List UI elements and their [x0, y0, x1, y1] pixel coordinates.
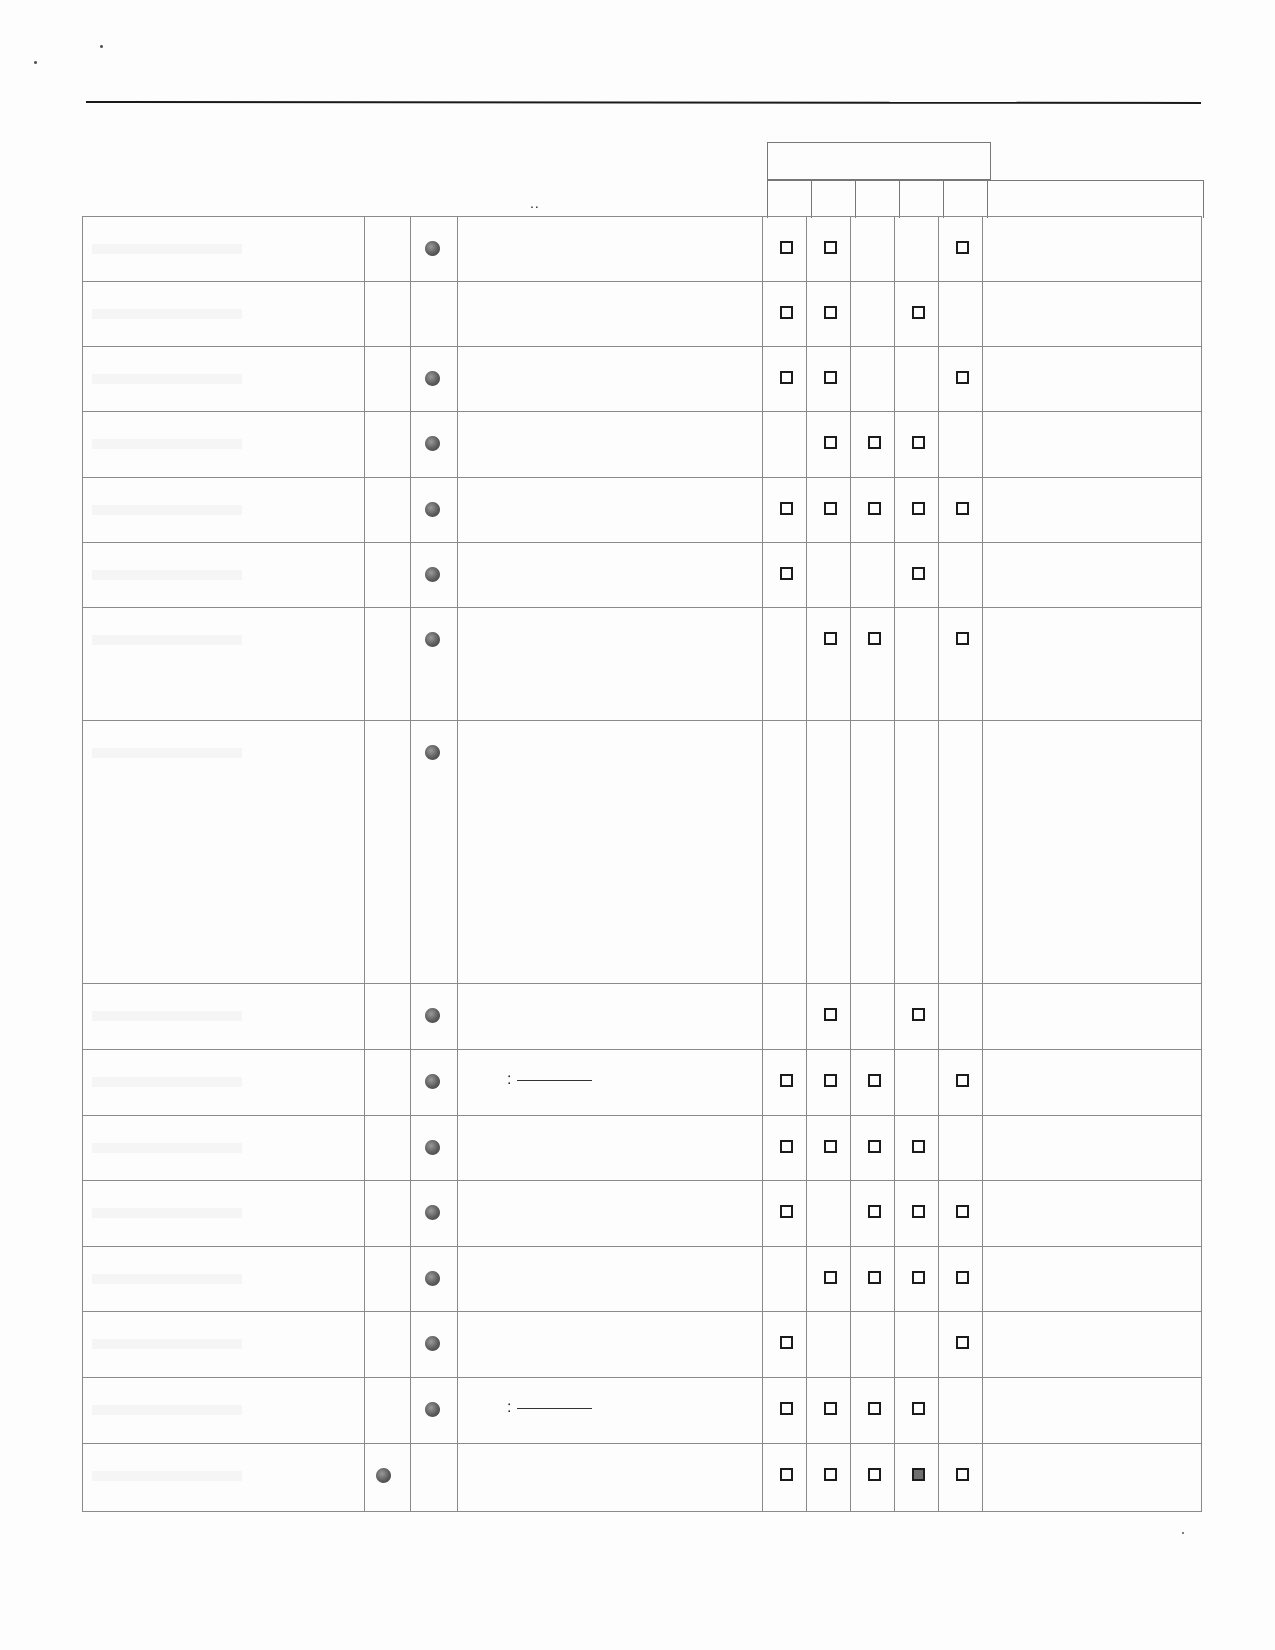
checkbox[interactable]: [780, 1140, 793, 1153]
header-rule: [86, 101, 1201, 104]
header-col-rule: [943, 180, 944, 218]
scan-speck: [34, 61, 37, 64]
checkbox[interactable]: [956, 502, 969, 515]
bullet-dot: [425, 745, 440, 760]
checkbox[interactable]: [912, 1271, 925, 1284]
checkbox[interactable]: [824, 1074, 837, 1087]
header-col-rule: [899, 180, 900, 218]
table-row: [82, 216, 1202, 281]
checkbox[interactable]: [912, 1468, 925, 1481]
checkbox[interactable]: [824, 1271, 837, 1284]
table-row: [82, 411, 1202, 477]
bullet-dot: [425, 567, 440, 582]
table-row: [82, 607, 1202, 720]
checkbox[interactable]: [780, 1402, 793, 1415]
checkbox[interactable]: [956, 1074, 969, 1087]
bullet-dot: [425, 241, 440, 256]
faded-label: [92, 1339, 242, 1349]
checkbox[interactable]: [912, 502, 925, 515]
bullet-dot: [425, 1074, 440, 1089]
table-row: [82, 983, 1202, 1049]
checkbox[interactable]: [956, 371, 969, 384]
checkbox[interactable]: [824, 371, 837, 384]
table-row: [82, 542, 1202, 607]
checkbox[interactable]: [780, 371, 793, 384]
scan-speck: [100, 45, 103, 48]
table-row: [82, 477, 1202, 542]
checkbox[interactable]: [780, 1205, 793, 1218]
checkbox[interactable]: [868, 436, 881, 449]
header-col-rule: [767, 180, 768, 218]
checkbox[interactable]: [956, 1271, 969, 1284]
checkbox[interactable]: [868, 1468, 881, 1481]
faded-label: [92, 309, 242, 319]
bullet-dot: [425, 1008, 440, 1023]
header-col-rule: [855, 180, 856, 218]
fill-in-field[interactable]: [507, 1071, 592, 1089]
bullet-dot: [425, 371, 440, 386]
checkbox[interactable]: [780, 1468, 793, 1481]
checkbox[interactable]: [824, 306, 837, 319]
faded-label: [92, 1471, 242, 1481]
checkbox[interactable]: [868, 1205, 881, 1218]
checkbox[interactable]: [824, 1140, 837, 1153]
checkbox[interactable]: [912, 1402, 925, 1415]
bullet-dot: [425, 1402, 440, 1417]
header-col-rule: [1203, 180, 1204, 218]
faded-label: [92, 570, 242, 580]
faded-label: [92, 748, 242, 758]
checkbox[interactable]: [868, 502, 881, 515]
header-row-rule: [767, 180, 1204, 219]
checkbox[interactable]: [824, 632, 837, 645]
fill-in-label: :: [507, 1399, 512, 1416]
fill-in-blank[interactable]: [517, 1080, 592, 1081]
checkbox[interactable]: [824, 502, 837, 515]
checkbox[interactable]: [780, 502, 793, 515]
table-row: [82, 1115, 1202, 1180]
checkbox[interactable]: [912, 306, 925, 319]
faded-label: [92, 1405, 242, 1415]
table-row: [82, 1443, 1202, 1512]
checkbox[interactable]: [912, 1140, 925, 1153]
faded-label: [92, 1143, 242, 1153]
checkbox[interactable]: [868, 1402, 881, 1415]
checkbox[interactable]: [780, 1074, 793, 1087]
checkbox[interactable]: [824, 436, 837, 449]
bullet-dot: [376, 1468, 391, 1483]
checkbox[interactable]: [912, 1205, 925, 1218]
checkbox[interactable]: [824, 1402, 837, 1415]
checkbox[interactable]: [824, 1468, 837, 1481]
faded-label: [92, 1208, 242, 1218]
bullet-dot: [425, 1336, 440, 1351]
fill-in-blank[interactable]: [517, 1408, 592, 1409]
checkbox[interactable]: [780, 241, 793, 254]
bullet-dot: [425, 1205, 440, 1220]
checkbox[interactable]: [956, 241, 969, 254]
table-row: [82, 1180, 1202, 1246]
checkbox[interactable]: [780, 1336, 793, 1349]
bullet-dot: [425, 1140, 440, 1155]
table-row: [82, 1246, 1202, 1311]
checkbox[interactable]: [912, 436, 925, 449]
table-row: [82, 1377, 1202, 1443]
checkbox[interactable]: [956, 1205, 969, 1218]
faded-label: [92, 1011, 242, 1021]
bullet-dot: [425, 632, 440, 647]
header-col-rule: [811, 180, 812, 218]
table-row: [82, 281, 1202, 346]
checkbox[interactable]: [868, 632, 881, 645]
checkbox[interactable]: [956, 1468, 969, 1481]
fill-in-field[interactable]: [507, 1399, 592, 1417]
checkbox[interactable]: [868, 1140, 881, 1153]
faded-label: [92, 439, 242, 449]
table-row: [82, 720, 1202, 983]
bullet-dot: [425, 436, 440, 451]
fill-in-label: :: [507, 1071, 512, 1088]
header-col-rule: [987, 180, 988, 218]
bullet-dot: [425, 502, 440, 517]
table-row: [82, 1049, 1202, 1115]
scan-speck: [1182, 1532, 1184, 1534]
checkbox[interactable]: [824, 1008, 837, 1021]
column-group-header: [767, 142, 991, 180]
checkbox[interactable]: [912, 1008, 925, 1021]
checkbox[interactable]: [824, 241, 837, 254]
faded-label: [92, 1077, 242, 1087]
header-dots: ..: [530, 195, 540, 211]
checkbox[interactable]: [956, 632, 969, 645]
checkbox[interactable]: [780, 567, 793, 580]
faded-label: [92, 1274, 242, 1284]
checkbox[interactable]: [780, 306, 793, 319]
checkbox[interactable]: [956, 1336, 969, 1349]
faded-label: [92, 505, 242, 515]
checkbox[interactable]: [912, 567, 925, 580]
bullet-dot: [425, 1271, 440, 1286]
checkbox[interactable]: [868, 1271, 881, 1284]
checkbox[interactable]: [868, 1074, 881, 1087]
faded-label: [92, 635, 242, 645]
table-row: [82, 346, 1202, 411]
faded-label: [92, 244, 242, 254]
faded-label: [92, 374, 242, 384]
table-row: [82, 1311, 1202, 1377]
